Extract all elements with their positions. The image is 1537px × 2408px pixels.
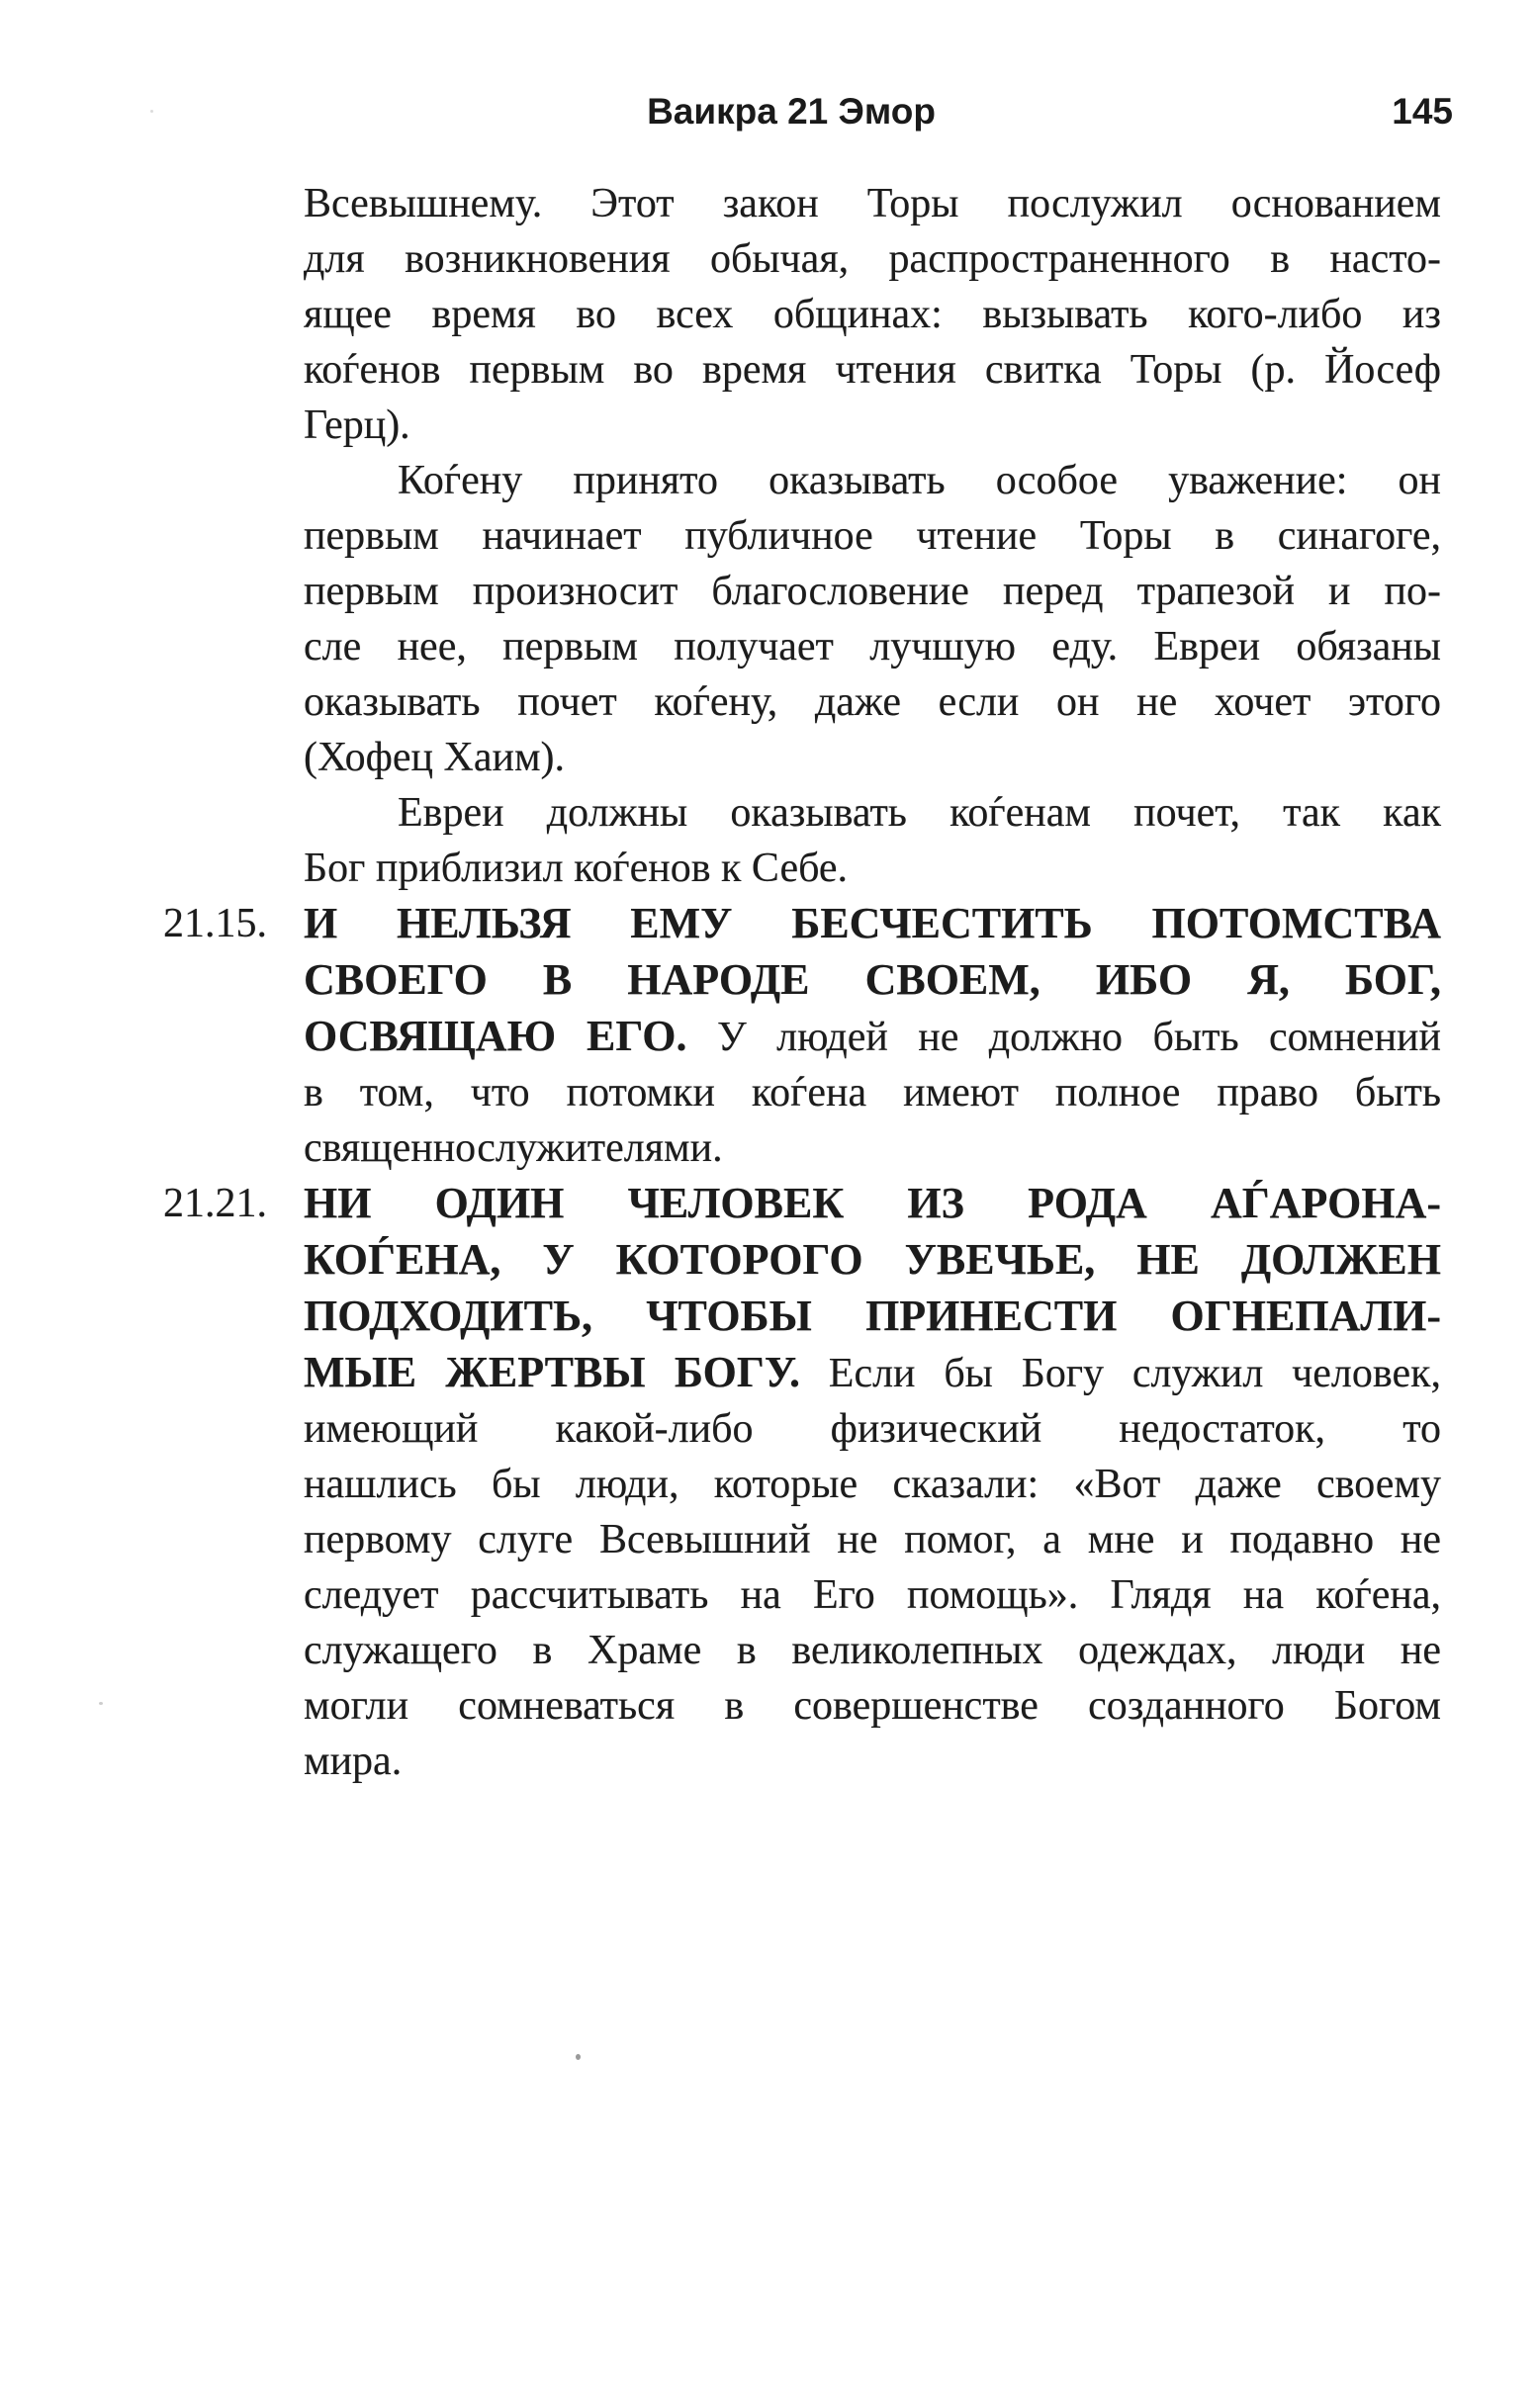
text-line <box>304 564 1441 619</box>
commentary-text: Всевышнему. Этот закон Торы послужил основанием <box>304 181 1441 226</box>
commentary-paragraph <box>304 785 1441 896</box>
text-line <box>163 1176 1441 1232</box>
text-line <box>304 508 1441 564</box>
text-line <box>304 1120 1441 1176</box>
verse-text: ОСВЯЩАЮ ЕГО. <box>304 1012 687 1060</box>
commentary-paragraph <box>304 453 1441 785</box>
text-line <box>304 1678 1441 1734</box>
commentary-text: ящее время во всех общинах: вызывать кого-либо из <box>304 292 1441 337</box>
commentary-text: мира. <box>304 1739 403 1784</box>
running-header-title: Ваикра 21 Эмор <box>647 91 936 132</box>
text-line <box>163 896 1441 952</box>
verse-text: ПОДХОДИТЬ, ЧТОБЫ ПРИНЕСТИ ОГНЕПАЛИ- <box>304 1292 1441 1340</box>
text-line <box>304 1009 1441 1065</box>
verse-number: 21.15. <box>163 901 267 946</box>
commentary-text: оказывать почет коѓену, даже если он не хочет этого <box>304 679 1441 725</box>
scan-speck <box>150 110 153 113</box>
verse-text: КОЃЕНА, У КОТОРОГО УВЕЧЬЕ, НЕ ДОЛЖЕН <box>304 1235 1441 1284</box>
verse-text: СВОЕГО В НАРОДЕ СВОЕМ, ИБО Я, БОГ, <box>304 955 1441 1004</box>
text-line <box>304 1289 1441 1345</box>
text-line <box>304 1345 1441 1401</box>
text-line <box>304 1623 1441 1678</box>
verse-text: И НЕЛЬЗЯ ЕМУ БЕСЧЕСТИТЬ ПОТОМСТВА <box>304 899 1441 947</box>
commentary-text: Бог приблизил коѓенов к Себе. <box>304 846 849 891</box>
commentary-text: Евреи должны оказывать коѓенам почет, так как <box>398 790 1441 836</box>
scan-speck <box>99 1702 103 1705</box>
text-line <box>304 287 1441 342</box>
commentary-text: коѓенов первым во время чтения свитка Торы (р. Йосеф <box>304 347 1441 393</box>
commentary-paragraph <box>304 176 1441 453</box>
commentary-text: Коѓену принято оказывать особое уважение: он <box>398 458 1441 503</box>
text-line <box>304 342 1441 398</box>
commentary-text: первым произносит благословение перед трапезой и по- <box>304 569 1441 614</box>
commentary-text: служащего в Храме в великолепных одеждах, люди не <box>304 1628 1441 1673</box>
verse-text: МЫЕ ЖЕРТВЫ БОГУ. <box>304 1348 800 1396</box>
commentary-text: могли сомневаться в совершенстве созданного Богом <box>304 1683 1441 1729</box>
text-line <box>304 231 1441 287</box>
commentary-text: для возникновения обычая, распространенного в насто- <box>304 236 1441 282</box>
text-line <box>304 1457 1441 1512</box>
commentary-text: нашлись бы люди, которые сказали: «Вот даже своему <box>304 1462 1441 1507</box>
page-number: 145 <box>1392 91 1453 132</box>
text-line <box>304 730 1441 785</box>
text-line <box>304 841 1441 896</box>
text-line <box>304 398 1441 453</box>
commentary-text: сле нее, первым получает лучшую еду. Евреи обязаны <box>304 624 1441 669</box>
text-line <box>304 619 1441 674</box>
commentary-text: первым начинает публичное чтение Торы в синагоге, <box>304 513 1441 559</box>
scan-speck <box>576 2054 581 2060</box>
text-line <box>304 1567 1441 1623</box>
commentary-text: первому слуге Всевышний не помог, а мне и подавно не <box>304 1517 1441 1562</box>
commentary-text: священнослужителями. <box>304 1125 723 1171</box>
text-line <box>304 674 1441 730</box>
text-line <box>304 1512 1441 1567</box>
text-line <box>304 176 1441 231</box>
verse-paragraph <box>163 896 1441 1176</box>
text-line <box>304 785 1441 841</box>
verse-text: НИ ОДИН ЧЕЛОВЕК ИЗ РОДА АЃАРОНА- <box>304 1179 1441 1227</box>
verse-number: 21.21. <box>163 1181 267 1226</box>
text-line <box>304 1065 1441 1120</box>
text-line <box>304 453 1441 508</box>
commentary-text: У людей не должно быть сомнений <box>686 1015 1441 1060</box>
text-line <box>304 1232 1441 1289</box>
commentary-text: Герц). <box>304 402 410 448</box>
text-line <box>304 952 1441 1009</box>
commentary-text: в том, что потомки коѓена имеют полное право быть <box>304 1070 1441 1115</box>
text-line <box>304 1734 1441 1789</box>
commentary-text: (Хофец Хаим). <box>304 735 566 780</box>
commentary-text: имеющий какой-либо физический недостаток, то <box>304 1406 1441 1452</box>
text-line <box>304 1401 1441 1457</box>
text-block <box>163 176 1442 1789</box>
commentary-text: следует рассчитывать на Его помощь». Глядя на коѓена, <box>304 1572 1441 1618</box>
commentary-text: Если бы Богу служил человек, <box>799 1351 1442 1396</box>
verse-paragraph <box>163 1176 1442 1789</box>
